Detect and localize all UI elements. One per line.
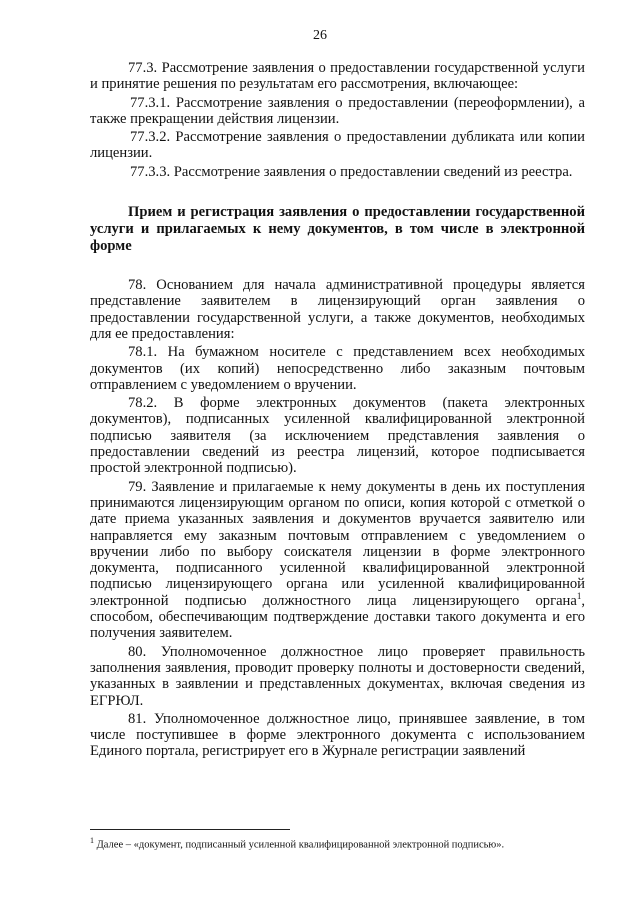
paragraph-79-text: 79. Заявление и прилагаемые к нему документы в день их поступления принимаются лицензирующим органом по описи, копия которой с отметкой о дате приема указанных заявления и документов вручается заявителю или направляется ему заказным почтовым отправлением с уведомлением о вручении либо по выбору соискателя лицензии в форме электронного документа, подписанного усиленной квалифицированной электронной подписью лицензирующего органа или усиленной квалифицированной электронной подписью должностного лица лицензирующего органа xyxy=(90,478,585,609)
paragraph-77-3-2: 77.3.2. Рассмотрение заявления о предоставлении дубликата или копии лицензии. xyxy=(90,129,585,162)
footnote-text: Далее – «документ, подписанный усиленной квалифицированной электронной подписью». xyxy=(94,839,505,851)
footnote-divider xyxy=(90,829,290,830)
paragraph-81: 81. Уполномоченное должностное лицо, принявшее заявление, в том числе поступившее в форме электронного документа с использованием Единого портала, регистрирует его в Журнале регистрации заявлений xyxy=(90,710,585,760)
paragraph-79-text-end: , способом, обеспечивающим подтверждение доставки такого документа и его получения заявителем. xyxy=(90,592,585,642)
footnote-marker: 1 xyxy=(90,836,94,845)
page-content xyxy=(90,60,585,762)
paragraph-77-3: 77.3. Рассмотрение заявления о предоставлении государственной услуги и принятие решения по результатам его рассмотрения, включающее: xyxy=(90,60,585,93)
paragraph-77-3-1: 77.3.1. Рассмотрение заявления о предоставлении (переоформлении), а также прекращении действия лицензии. xyxy=(90,94,585,127)
footnote xyxy=(90,834,585,852)
paragraph-77-3-3: 77.3.3. Рассмотрение заявления о предоставлении сведений из реестра. xyxy=(130,163,573,180)
page-number: 26 xyxy=(313,28,327,43)
paragraph-78: 78. Основанием для начала административной процедуры является представление заявителем в лицензирующий орган заявления о предоставлении государственной услуги, а также документов, необходимых для ее предоставления: xyxy=(90,277,585,342)
section-heading: Прием и регистрация заявления о предоставлении государственной услуги и прилагаемых к нему документов, в том числе в электронной форме xyxy=(90,204,585,255)
paragraph-78-2: 78.2. В форме электронных документов (пакета электронных документов), подписанных усиленной квалифицированной электронной подписью заявителя (за исключением представления заявления о предоставлении сведений из реестра лицензий, которое подписывается простой электронной подписью). xyxy=(90,395,585,477)
footnote-reference: 1 xyxy=(576,590,582,601)
paragraph-79 xyxy=(90,479,585,642)
paragraph-80: 80. Уполномоченное должностное лицо проверяет правильность заполнения заявления, проводит проверку полноты и достоверности сведений, указанных в заявлении и представленных документах, включая сведения из ЕГРЮЛ. xyxy=(90,643,585,709)
paragraph-78-1: 78.1. На бумажном носителе с представлением всех необходимых документов (их копий) непосредственно либо заказным почтовым отправлением с уведомлением о вручении. xyxy=(90,344,585,393)
